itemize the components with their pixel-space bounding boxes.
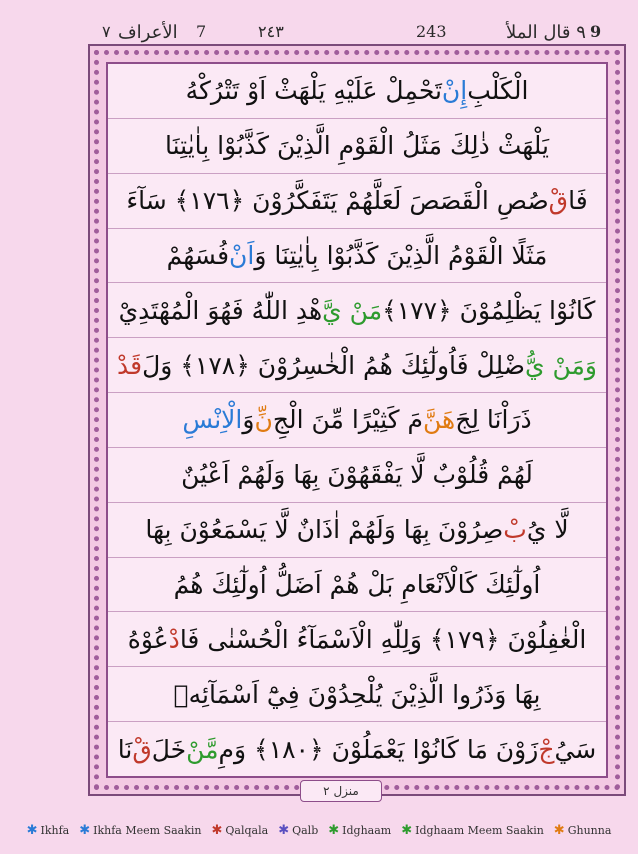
verse-segment: قْ bbox=[548, 186, 569, 216]
verse-segment: زَوْنَ مَا كَانُوْا يَعْمَلُوْنَ ﴿١٨٠﴾ وَمِ bbox=[218, 734, 539, 764]
verse-segment: مَثَلًا الْقَوْمُ الَّذِيْنَ كَذَّبُوْا بِاٰيٰتِنَا وَ bbox=[254, 240, 548, 270]
verse-segment: بِهَا وَذَرُوا الَّذِيْنَ يُلْحِدُوْنَ فِيْٓ اَسْمَآئِهٖ bbox=[173, 679, 541, 709]
legend-label: Idghaam Meem Saakin bbox=[415, 823, 544, 837]
verse-segment: مَّنْ bbox=[186, 734, 219, 764]
verse-segment: صُصِ الْقَصَصَ لَعَلَّهُمْ يَتَفَكَّرُوْنَ ﴿١٧٦﴾ سَآءَ bbox=[126, 186, 549, 216]
verse-line bbox=[108, 612, 606, 667]
verse-segment: قْ bbox=[132, 734, 152, 764]
verse-segment: نِّ bbox=[254, 405, 273, 435]
verse-line bbox=[108, 229, 606, 284]
legend-item bbox=[278, 823, 318, 838]
verse-segment: كَانُوْا يَظْلِمُوْنَ ﴿١٧٧﴾ bbox=[382, 295, 596, 325]
manzil-label: منزل ٢ bbox=[300, 780, 382, 802]
legend-item bbox=[554, 823, 612, 838]
verse-segment: وَ bbox=[242, 405, 255, 435]
verse-segment: ذَرَاْنَا لِجَ bbox=[455, 405, 532, 435]
verse-line bbox=[108, 174, 606, 229]
juz-number-right: 9 bbox=[590, 22, 602, 41]
verse-segment: لَّا يُ bbox=[526, 515, 569, 545]
verse-segment: ضْلِلْ فَاُولٰٓئِكَ هُمُ الْخٰسِرُوْنَ ﴿١٧٨﴾ وَلَ bbox=[142, 350, 525, 380]
legend-item bbox=[79, 823, 201, 838]
verse-line bbox=[108, 283, 606, 338]
verse-segment: الْاِنْسِ bbox=[182, 405, 243, 435]
verse-segment: جْ bbox=[538, 734, 555, 764]
tajweed-legend bbox=[0, 818, 638, 842]
verse-segment: هْدِ اللّٰهُ فَهُوَ الْمُهْتَدِيْ bbox=[118, 295, 323, 325]
star-icon: ✱ bbox=[401, 822, 413, 838]
surah-number: 7 bbox=[196, 22, 207, 41]
verse-segment: تَحْمِلْ عَلَيْهِ يَلْهَثْ اَوْ تَتْرُكْهُ bbox=[185, 76, 442, 106]
legend-item bbox=[212, 823, 269, 838]
page-number-arabic: ٢٤٣ bbox=[258, 22, 284, 41]
verse-segment: الْكَلْبِ bbox=[467, 76, 529, 106]
verse-segment: الْغٰفِلُوْنَ ﴿١٧٩﴾ وَلِلّٰهِ الْاَسْمَآءُ الْحُسْنٰى فَا bbox=[179, 624, 587, 654]
surah-name: الأعراف bbox=[118, 22, 178, 43]
verse-segment: هَنَّ bbox=[423, 405, 456, 435]
verse-segment: مَ كَثِيْرًا مِّنَ الْجِ bbox=[272, 405, 423, 435]
legend-item bbox=[401, 823, 544, 838]
star-icon: ✱ bbox=[278, 822, 290, 838]
verse-segment: لَهُمْ قُلُوْبٌ لَّا يَفْقَهُوْنَ بِهَا وَلَهُمْ اَعْيُنٌ bbox=[181, 460, 533, 490]
verse-segment: قَدْ bbox=[116, 350, 143, 380]
star-icon: ✱ bbox=[26, 822, 38, 838]
star-icon: ✱ bbox=[553, 822, 565, 838]
page-header bbox=[0, 0, 638, 43]
verse-segment: عُوْهُ bbox=[127, 624, 169, 654]
verse-line bbox=[108, 722, 606, 776]
legend-label: Ghunna bbox=[567, 823, 612, 837]
juz-title: قال الملأ bbox=[506, 22, 571, 43]
verse-line bbox=[108, 119, 606, 174]
verse-segment: مَنْ يَّ bbox=[322, 295, 383, 325]
legend-label: Idghaam bbox=[342, 823, 392, 837]
star-icon: ✱ bbox=[79, 822, 91, 838]
decorative-frame bbox=[88, 44, 626, 796]
verse-line bbox=[108, 667, 606, 722]
star-icon: ✱ bbox=[211, 822, 223, 838]
verse-segment: اَنْ bbox=[229, 240, 255, 270]
legend-item bbox=[328, 823, 391, 838]
verse-segment: خَلَ bbox=[151, 734, 187, 764]
verse-line bbox=[108, 558, 606, 613]
verse-segment: إِنْ bbox=[441, 76, 468, 106]
verse-segment: وَمَنْ يُّ bbox=[525, 350, 598, 380]
verse-segment: فُسَهُمْ bbox=[166, 240, 230, 270]
verse-segment: صِرُوْنَ بِهَا وَلَهُمْ اٰذَانٌ لَّا يَسْمَعُوْنَ بِهَا bbox=[145, 515, 504, 545]
star-icon: ✱ bbox=[328, 822, 340, 838]
verse-line bbox=[108, 338, 606, 393]
verse-line bbox=[108, 503, 606, 558]
legend-label: Ikhfa bbox=[40, 823, 70, 837]
legend-label: Qalqala bbox=[225, 823, 269, 837]
juz-name bbox=[506, 22, 586, 43]
verse-segment: نَا bbox=[117, 734, 133, 764]
verse-segment: فَا bbox=[568, 186, 588, 216]
verse-segment: دْ bbox=[168, 624, 180, 654]
page-number: 243 bbox=[416, 22, 447, 41]
juz-number-right-arabic: ٩ bbox=[576, 22, 586, 43]
verse-segment: بْ bbox=[503, 515, 527, 545]
verse-lines bbox=[108, 64, 606, 776]
legend-label: Ikhfa Meem Saakin bbox=[93, 823, 202, 837]
verse-line bbox=[108, 448, 606, 503]
legend-item bbox=[27, 823, 70, 838]
verse-line bbox=[108, 64, 606, 119]
legend-label: Qalb bbox=[292, 823, 319, 837]
verse-line bbox=[108, 393, 606, 448]
verse-segment: سَيُ bbox=[554, 734, 597, 764]
verse-segment: يَلْهَثْ ذٰلِكَ مَثَلُ الْقَوْمِ الَّذِيْنَ كَذَّبُوْا بِاٰيٰتِنَا bbox=[164, 131, 550, 161]
quran-text-area bbox=[106, 62, 608, 778]
juz-number-left: ٧ bbox=[102, 22, 111, 41]
verse-segment: اُولٰٓئِكَ كَالْاَنْعَامِ بَلْ هُمْ اَضَلُّ اُولٰٓئِكَ هُمُ bbox=[173, 570, 541, 600]
